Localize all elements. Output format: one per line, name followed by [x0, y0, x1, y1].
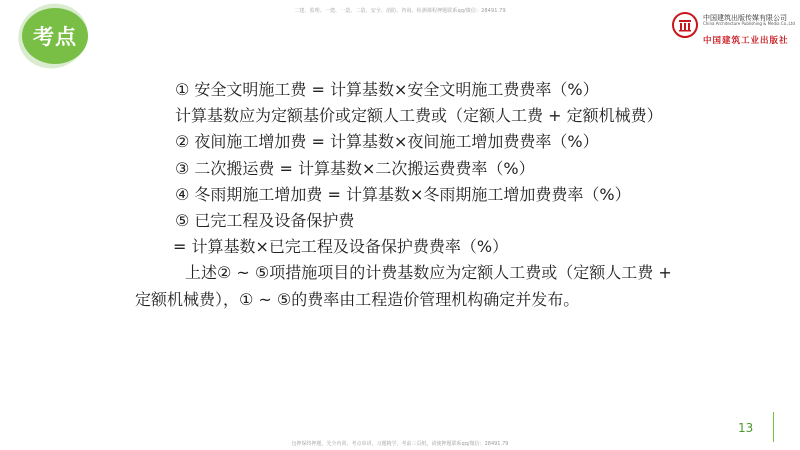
badge-label: 考点 [33, 25, 77, 49]
page-number: 13 [738, 421, 754, 435]
content-line-3: ② 夜间施工增加费 = 计算基数×夜间施工增加费费率（%） [175, 132, 599, 152]
publisher-logo [672, 12, 796, 46]
content-line-1: ① 安全文明施工费 = 计算基数×安全文明施工费费率（%） [175, 80, 599, 99]
content-line-7: = 计算基数×已完工程及设备保护费费率（%） [173, 237, 509, 257]
content-body [135, 77, 695, 313]
publisher-name-en: China Architecture Publishing & Media Co.,Ltd [703, 21, 795, 26]
publisher-name-cn: 中国建筑出版传媒有限公司 [703, 14, 787, 22]
content-line-2: 计算基数应为定额基价或定额人工费或（定额人工费 + 定额机械费） [175, 106, 663, 126]
topic-badge [0, 0, 110, 80]
publisher-calligraphy: 中国建筑工业出版社 [703, 36, 789, 46]
badge-circle [22, 8, 88, 64]
footer-contact-note: 包押保终押题，先全内训，考点串讲，习题精学，考前三页纸，请使押题联系qq/微信：28491.79 [291, 441, 509, 447]
publisher-emblem-icon [672, 12, 698, 38]
page-number-divider [773, 412, 774, 442]
content-line-5: ④ 冬雨期施工增加费 = 计算基数×冬雨期施工增加费费率（%） [175, 184, 631, 204]
content-line-9: 定额机械费），① ~ ⑤的费率由工程造价管理机构确定并发布。 [135, 289, 580, 309]
content-line-8: 上述② ~ ⑤项措施项目的计费基数应为定额人工费或（定额人工费 + [185, 263, 672, 283]
content-line-6: ⑤ 已完工程及设备保护费 [175, 211, 355, 231]
header-contact-note: 二建、监理、一建、一造、二造、安全、消防、咨询、检测课程押题联系qq/微信：28491.79 [294, 8, 506, 14]
content-line-4: ③ 二次搬运费 = 计算基数×二次搬运费费率（%） [175, 158, 535, 178]
